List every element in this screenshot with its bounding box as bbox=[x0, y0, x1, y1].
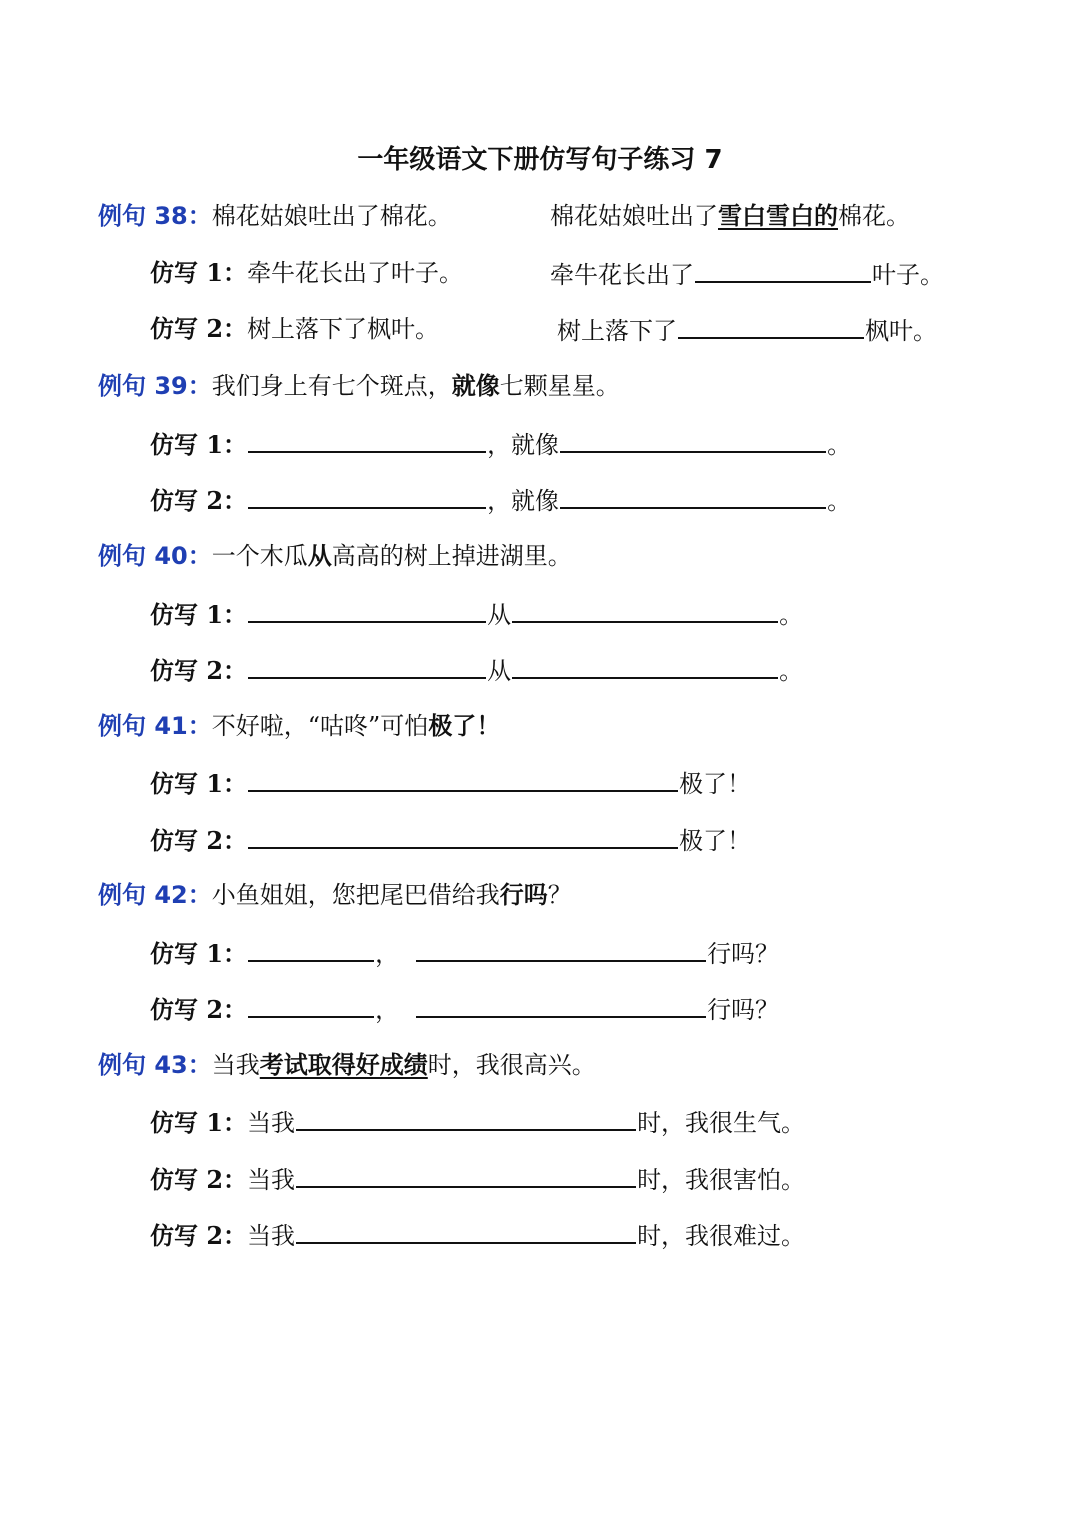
example-38-expanded-end: 棉花。 bbox=[838, 202, 910, 230]
practice-43-3-start: 当我 bbox=[247, 1222, 296, 1250]
blank-line[interactable] bbox=[296, 1158, 636, 1188]
practice-38-1-fill bbox=[550, 253, 944, 295]
example-41-text-end: ！ bbox=[476, 711, 501, 740]
practice-43-1-end: 时，我很生气。 bbox=[637, 1109, 806, 1137]
practice-41-1-end: 极了！ bbox=[679, 770, 752, 798]
example-38-sentence bbox=[98, 196, 452, 236]
practice-40-2-connector: 从 bbox=[487, 657, 512, 685]
blank-line[interactable] bbox=[248, 423, 486, 453]
blank-line[interactable] bbox=[416, 932, 706, 962]
practice-43-1-label: 仿写 1： bbox=[150, 1108, 248, 1137]
example-41-label: 例句 41： bbox=[98, 712, 212, 740]
blank-line[interactable] bbox=[248, 649, 486, 679]
practice-42-1-connector: ， bbox=[375, 940, 400, 968]
example-41-keyword: 极了 bbox=[428, 711, 477, 740]
example-41-sentence bbox=[98, 706, 500, 746]
example-40-sentence bbox=[98, 536, 572, 576]
practice-43-2-start: 当我 bbox=[247, 1166, 296, 1194]
practice-38-2-label: 仿写 2： bbox=[150, 314, 248, 343]
example-43-label: 例句 43： bbox=[98, 1051, 212, 1079]
blank-line[interactable] bbox=[678, 309, 864, 339]
practice-41-2-end: 极了！ bbox=[679, 827, 752, 855]
page-title: 一年级语文下册仿写句子练习 7 bbox=[357, 145, 723, 175]
practice-39-1-end: 。 bbox=[827, 431, 852, 459]
practice-41-2-label: 仿写 2： bbox=[150, 826, 248, 855]
blank-line[interactable] bbox=[248, 762, 678, 792]
blank-line[interactable] bbox=[560, 479, 826, 509]
practice-40-1-end: 。 bbox=[779, 601, 804, 629]
practice-43-3-label: 仿写 2： bbox=[150, 1221, 248, 1250]
example-39-sentence bbox=[98, 366, 620, 406]
blank-line[interactable] bbox=[416, 988, 706, 1018]
example-38-keyword: 雪白雪白的 bbox=[718, 201, 838, 230]
practice-39-2-label: 仿写 2： bbox=[150, 486, 248, 515]
practice-42-2-label: 仿写 2： bbox=[150, 995, 248, 1024]
practice-42-2-end: 行吗？ bbox=[707, 996, 780, 1024]
example-40-label: 例句 40： bbox=[98, 542, 212, 570]
blank-line[interactable] bbox=[248, 988, 374, 1018]
practice-38-2-fill-start: 树上落下了 bbox=[557, 317, 677, 345]
blank-line[interactable] bbox=[248, 479, 486, 509]
example-42-label: 例句 42： bbox=[98, 881, 212, 909]
example-43-text-start: 当我 bbox=[211, 1051, 260, 1079]
practice-38-1 bbox=[150, 253, 463, 293]
example-39-label: 例句 39： bbox=[98, 372, 212, 400]
practice-38-2-fill bbox=[557, 309, 937, 351]
practice-40-1-label: 仿写 1： bbox=[150, 600, 248, 629]
practice-38-1-fill-end: 叶子。 bbox=[872, 261, 944, 289]
example-42-text-start: 小鱼姐姐，您把尾巴借给我 bbox=[211, 881, 500, 909]
practice-42-1-label: 仿写 1： bbox=[150, 939, 248, 968]
practice-42-1 bbox=[150, 932, 779, 974]
example-41-text-start: 不好啦，“咕咚”可怕 bbox=[211, 712, 429, 740]
practice-43-1-start: 当我 bbox=[247, 1109, 296, 1137]
example-39-text-start: 我们身上有七个斑点， bbox=[211, 372, 452, 400]
practice-40-1 bbox=[150, 593, 803, 635]
blank-line[interactable] bbox=[560, 423, 826, 453]
practice-41-2 bbox=[150, 819, 751, 861]
practice-39-1-label: 仿写 1： bbox=[150, 430, 248, 459]
blank-line[interactable] bbox=[248, 819, 678, 849]
example-40-keyword: 从 bbox=[307, 541, 332, 570]
blank-line[interactable] bbox=[695, 253, 871, 283]
example-43-sentence bbox=[98, 1045, 596, 1085]
practice-39-2-end: 。 bbox=[827, 487, 852, 515]
practice-39-2-connector: ，就像 bbox=[487, 487, 560, 515]
practice-38-2-fill-end: 枫叶。 bbox=[865, 317, 937, 345]
practice-40-2-end: 。 bbox=[779, 657, 804, 685]
example-38-expanded bbox=[550, 196, 910, 236]
practice-43-2-label: 仿写 2： bbox=[150, 1165, 248, 1194]
example-42-keyword: 行吗 bbox=[499, 880, 548, 909]
practice-42-1-end: 行吗？ bbox=[707, 940, 780, 968]
practice-42-2 bbox=[150, 988, 779, 1030]
blank-line[interactable] bbox=[512, 649, 778, 679]
example-39-keyword: 就像 bbox=[451, 371, 500, 400]
example-38-expanded-start: 棉花姑娘吐出了 bbox=[550, 202, 718, 230]
practice-41-1 bbox=[150, 762, 751, 804]
example-38-text: 棉花姑娘吐出了棉花。 bbox=[211, 202, 452, 230]
practice-43-3 bbox=[150, 1214, 805, 1256]
practice-40-1-connector: 从 bbox=[487, 601, 512, 629]
example-43-keyword: 考试取得好成绩 bbox=[259, 1050, 428, 1079]
practice-40-2 bbox=[150, 649, 803, 691]
practice-40-2-label: 仿写 2： bbox=[150, 656, 248, 685]
practice-38-1-fill-start: 牵牛花长出了 bbox=[550, 261, 694, 289]
practice-43-2-end: 时，我很害怕。 bbox=[637, 1166, 806, 1194]
blank-line[interactable] bbox=[296, 1214, 636, 1244]
practice-43-3-end: 时，我很难过。 bbox=[637, 1222, 806, 1250]
example-42-sentence bbox=[98, 875, 572, 915]
practice-41-1-label: 仿写 1： bbox=[150, 769, 248, 798]
practice-43-1 bbox=[150, 1101, 805, 1143]
example-40-text-end: 高高的树上掉进湖里。 bbox=[331, 542, 572, 570]
practice-38-2 bbox=[150, 309, 439, 349]
example-39-text-end: 七颗星星。 bbox=[499, 372, 620, 400]
blank-line[interactable] bbox=[296, 1101, 636, 1131]
example-42-text-end: ？ bbox=[547, 881, 572, 909]
practice-38-1-label: 仿写 1： bbox=[150, 258, 248, 287]
example-38-label: 例句 38： bbox=[98, 202, 212, 230]
practice-42-2-connector: ， bbox=[375, 996, 400, 1024]
example-43-text-end: 时，我很高兴。 bbox=[427, 1051, 596, 1079]
blank-line[interactable] bbox=[248, 593, 486, 623]
practice-38-2-text: 树上落下了枫叶。 bbox=[247, 315, 440, 343]
example-40-text-start: 一个木瓜 bbox=[211, 542, 308, 570]
practice-39-2 bbox=[150, 479, 851, 521]
practice-39-1-connector: ，就像 bbox=[487, 431, 560, 459]
blank-line[interactable] bbox=[512, 593, 778, 623]
practice-43-2 bbox=[150, 1158, 805, 1200]
practice-39-1 bbox=[150, 423, 851, 465]
blank-line[interactable] bbox=[248, 932, 374, 962]
practice-38-1-text: 牵牛花长出了叶子。 bbox=[247, 259, 464, 287]
